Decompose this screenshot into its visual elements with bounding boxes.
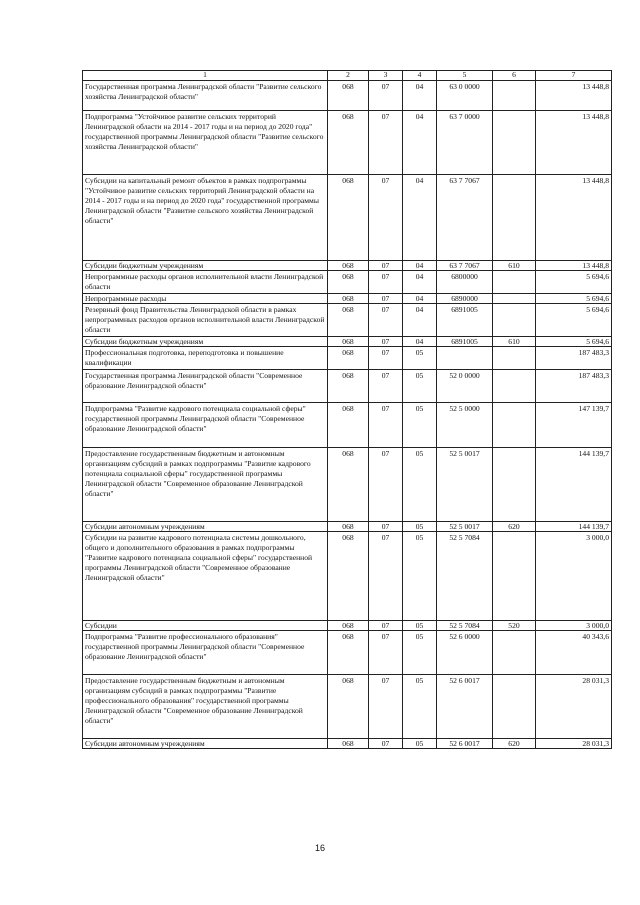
table-row [83,347,612,370]
cell-amount: 144 139,7 [536,522,612,532]
cell-name: Субсидии автономным учреждениям [83,739,328,749]
cell-amount: 40 343,6 [536,631,612,675]
cell-expense-type [493,271,536,294]
cell-expense-type [493,294,536,304]
cell-section: 07 [369,621,403,631]
table-row [83,111,612,175]
cell-target-article: 6891005 [437,337,493,347]
cell-target-article: 63 0 0000 [437,81,493,111]
cell-expense-type: 610 [493,261,536,271]
cell-section: 07 [369,522,403,532]
table-row [83,337,612,347]
cell-expense-type: 620 [493,739,536,749]
cell-name: Государственная программа Ленинградской области "Современное образование Ленинградской области" [83,370,328,403]
cell-grbs: 068 [328,304,369,337]
cell-amount: 3 000,0 [536,532,612,621]
cell-section: 07 [369,294,403,304]
cell-amount: 28 031,3 [536,675,612,739]
cell-grbs: 068 [328,81,369,111]
cell-expense-type: 620 [493,522,536,532]
cell-amount: 187 483,3 [536,347,612,370]
cell-subsection: 04 [403,304,437,337]
cell-subsection: 05 [403,448,437,522]
cell-subsection: 04 [403,337,437,347]
page-number: 16 [314,843,325,853]
cell-section: 07 [369,337,403,347]
cell-target-article: 52 0 0000 [437,370,493,403]
table-row [83,675,612,739]
cell-grbs: 068 [328,522,369,532]
cell-name: Подпрограмма "Развитие кадрового потенциала социальной сферы" государственной программы Ленинградской области "Современное образование Ленинградской области" [83,403,328,448]
cell-grbs: 068 [328,347,369,370]
cell-section: 07 [369,347,403,370]
cell-section: 07 [369,403,403,448]
cell-subsection: 04 [403,111,437,175]
cell-expense-type [493,403,536,448]
cell-name: Предоставление государственным бюджетным и автономным организациям субсидий в рамках подпрограммы "Развитие кадрового потенциала социальной сферы" государственной программы Ленинградской области "Современное образование Ленинградской области" [83,448,328,522]
cell-name: Субсидии на капитальный ремонт объектов в рамках подпрограммы "Устойчивое развитие сельских территорий Ленинградской области на 2014 - 2017 годы и на период до 2020 года" государственной программы Ленинградской области "Развитие сельского хозяйства Ленинградской области" [83,175,328,261]
cell-amount: 13 448,8 [536,175,612,261]
cell-grbs: 068 [328,111,369,175]
cell-amount: 5 694,6 [536,294,612,304]
header-cell-name: 1 [83,71,328,81]
cell-target-article: 52 5 7084 [437,532,493,621]
cell-amount: 5 694,6 [536,271,612,294]
cell-expense-type [493,675,536,739]
cell-expense-type [493,370,536,403]
header-cell-subsection: 4 [403,71,437,81]
table-row [83,448,612,522]
cell-grbs: 068 [328,675,369,739]
cell-section: 07 [369,304,403,337]
cell-section: 07 [369,111,403,175]
cell-target-article: 63 7 7067 [437,261,493,271]
cell-section: 07 [369,631,403,675]
cell-subsection: 05 [403,631,437,675]
cell-name: Резервный фонд Правительства Ленинградской области в рамках непрограммных расходов органов исполнительной власти Ленинградской области [83,304,328,337]
cell-target-article: 52 6 0017 [437,739,493,749]
table-row [83,81,612,111]
cell-section: 07 [369,261,403,271]
cell-grbs: 068 [328,448,369,522]
cell-name: Субсидии [83,621,328,631]
table-row [83,631,612,675]
cell-expense-type [493,111,536,175]
cell-subsection: 05 [403,739,437,749]
cell-name: Субсидии автономным учреждениям [83,522,328,532]
table-row [83,175,612,261]
table-row [83,261,612,271]
table-row [83,304,612,337]
header-row [83,71,612,81]
cell-section: 07 [369,175,403,261]
cell-subsection: 04 [403,261,437,271]
budget-table [82,70,612,749]
cell-expense-type [493,175,536,261]
cell-subsection: 05 [403,532,437,621]
cell-expense-type: 610 [493,337,536,347]
cell-amount: 3 000,0 [536,621,612,631]
cell-amount: 144 139,7 [536,448,612,522]
cell-name: Непрограммные расходы органов исполнительной власти Ленинградской области [83,271,328,294]
cell-name: Непрограммные расходы [83,294,328,304]
table-row [83,403,612,448]
cell-grbs: 068 [328,294,369,304]
cell-grbs: 068 [328,631,369,675]
cell-grbs: 068 [328,403,369,448]
cell-target-article: 6800000 [437,271,493,294]
cell-subsection: 05 [403,675,437,739]
cell-section: 07 [369,271,403,294]
cell-subsection: 05 [403,522,437,532]
table-row [83,739,612,749]
cell-expense-type [493,304,536,337]
cell-subsection: 05 [403,621,437,631]
cell-name: Подпрограмма "Развитие профессионального образования" государственной программы Ленинградской области "Современное образование Ленинградской области" [83,631,328,675]
cell-amount: 28 031,3 [536,739,612,749]
cell-amount: 5 694,6 [536,337,612,347]
cell-section: 07 [369,739,403,749]
cell-target-article: 63 7 7067 [437,175,493,261]
cell-name: Субсидии на развитие кадрового потенциала системы дошкольного, общего и дополнительного образования в рамках подпрограммы "Развитие кадрового потенциала социальной сферы" государственной программы Ленинградской области "Современное образование Ленинградской области" [83,532,328,621]
cell-section: 07 [369,81,403,111]
cell-name: Подпрограмма "Устойчивое развитие сельских территорий Ленинградской области на 2014 - 2017 годы и на период до 2020 года" государственной программы Ленинградской области "Развитие сельского хозяйства Ленинградской области" [83,111,328,175]
cell-section: 07 [369,675,403,739]
cell-amount: 187 483,3 [536,370,612,403]
cell-grbs: 068 [328,739,369,749]
header-cell-amount: 7 [536,71,612,81]
table-row [83,271,612,294]
header-cell-expense-type: 6 [493,71,536,81]
cell-section: 07 [369,370,403,403]
cell-target-article: 52 5 7084 [437,621,493,631]
header-cell-target-article: 5 [437,71,493,81]
cell-amount: 5 694,6 [536,304,612,337]
cell-subsection: 04 [403,81,437,111]
table-row [83,522,612,532]
cell-expense-type [493,448,536,522]
cell-amount: 13 448,8 [536,261,612,271]
cell-target-article: 52 5 0017 [437,448,493,522]
cell-amount: 13 448,8 [536,111,612,175]
cell-grbs: 068 [328,532,369,621]
cell-grbs: 068 [328,271,369,294]
cell-target-article [437,347,493,370]
table-row [83,532,612,621]
cell-name: Предоставление государственным бюджетным и автономным организациям субсидий в рамках подпрограммы "Развитие профессионального образования" государственной программы Ленинградской области "Современное образование Ленинградской области" [83,675,328,739]
cell-name: Профессиональная подготовка, переподготовка и повышение квалификации [83,347,328,370]
cell-name: Субсидии бюджетным учреждениям [83,261,328,271]
cell-expense-type [493,81,536,111]
header-cell-grbs: 2 [328,71,369,81]
cell-target-article: 6890000 [437,294,493,304]
cell-grbs: 068 [328,337,369,347]
cell-grbs: 068 [328,261,369,271]
cell-section: 07 [369,448,403,522]
cell-expense-type [493,532,536,621]
cell-subsection: 05 [403,347,437,370]
cell-section: 07 [369,532,403,621]
cell-amount: 147 139,7 [536,403,612,448]
header-cell-section: 3 [369,71,403,81]
cell-expense-type [493,631,536,675]
cell-subsection: 05 [403,403,437,448]
table-row [83,621,612,631]
cell-grbs: 068 [328,370,369,403]
cell-target-article: 6891005 [437,304,493,337]
cell-target-article: 52 5 0017 [437,522,493,532]
cell-name: Субсидии бюджетным учреждениям [83,337,328,347]
table-row [83,370,612,403]
cell-grbs: 068 [328,621,369,631]
cell-expense-type: 520 [493,621,536,631]
table-body [83,71,612,749]
cell-grbs: 068 [328,175,369,261]
cell-name: Государственная программа Ленинградской области "Развитие сельского хозяйства Ленинградской области" [83,81,328,111]
cell-target-article: 63 7 0000 [437,111,493,175]
cell-subsection: 04 [403,175,437,261]
table-row [83,294,612,304]
cell-target-article: 52 6 0017 [437,675,493,739]
cell-amount: 13 448,8 [536,81,612,111]
cell-expense-type [493,347,536,370]
cell-subsection: 04 [403,271,437,294]
cell-subsection: 04 [403,294,437,304]
cell-target-article: 52 6 0000 [437,631,493,675]
cell-target-article: 52 5 0000 [437,403,493,448]
cell-subsection: 05 [403,370,437,403]
